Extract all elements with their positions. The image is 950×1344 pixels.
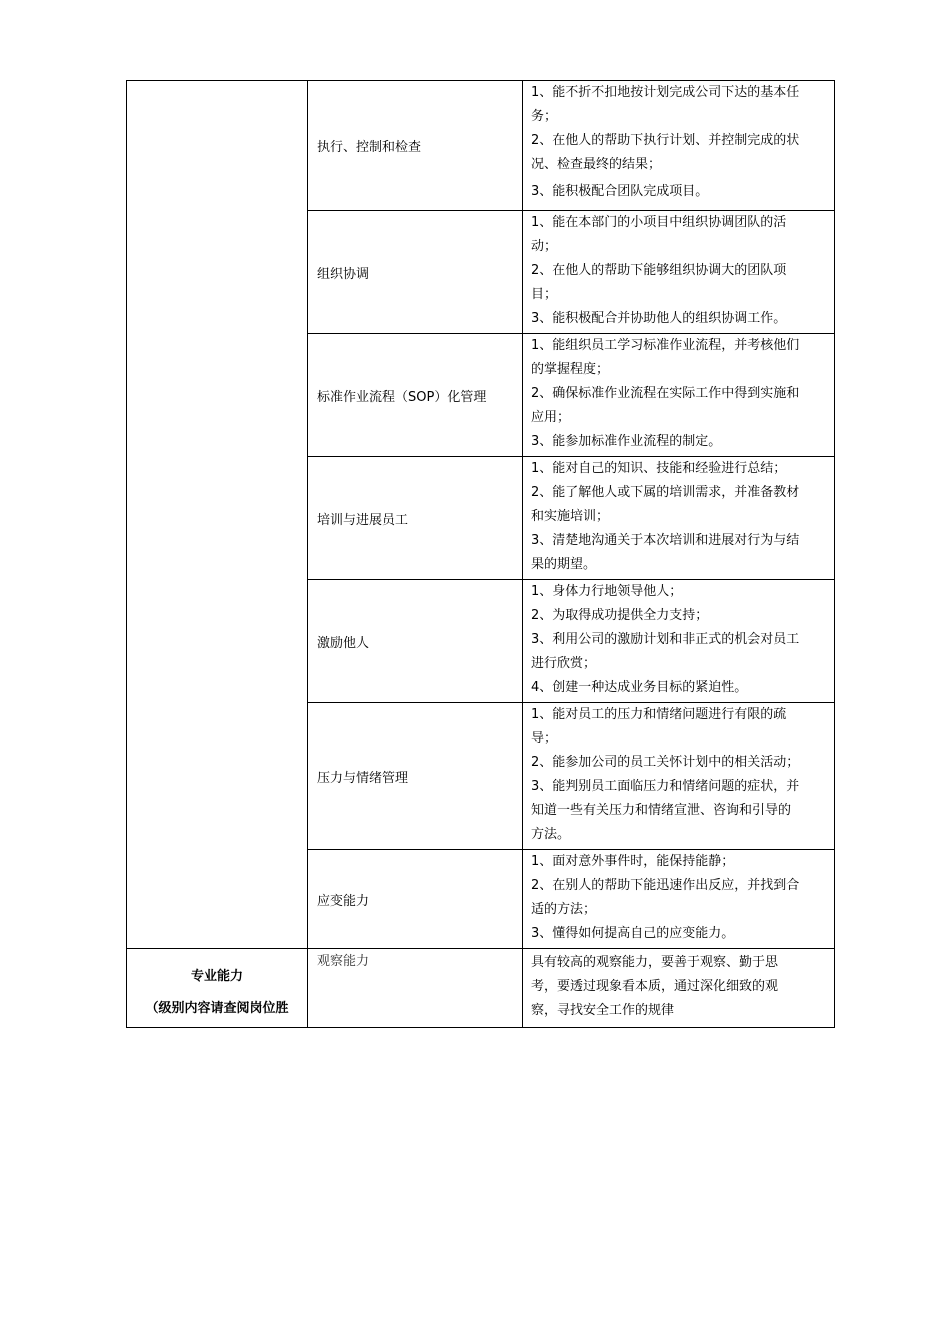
description-line: 方法。 bbox=[531, 827, 571, 842]
description-line: 察，寻找安全工作的规律 bbox=[531, 1003, 675, 1018]
skill-name: 标准作业流程（SOP）化管理 bbox=[308, 334, 523, 457]
skill-description bbox=[523, 703, 835, 850]
description-line: 的掌握程度； bbox=[531, 362, 610, 377]
description-line: 务； bbox=[531, 109, 558, 124]
skill-description bbox=[523, 81, 835, 211]
skill-description bbox=[523, 949, 835, 1028]
skill-name: 培训与进展员工 bbox=[308, 457, 523, 580]
description-line: 进行欣赏； bbox=[531, 656, 597, 671]
skill-description bbox=[523, 211, 835, 334]
description-line: 1、能组织员工学习标准作业流程，并考核他们 bbox=[531, 338, 800, 353]
skill-name: 执行、控制和检查 bbox=[308, 81, 523, 211]
description-line: 3、利用公司的激励计划和非正式的机会对员工 bbox=[531, 632, 800, 647]
skill-name: 应变能力 bbox=[308, 850, 523, 949]
description-line: 1、能对员工的压力和情绪问题进行有限的疏 bbox=[531, 707, 787, 722]
description-line: 2、在他人的帮助下能够组织协调大的团队项 bbox=[531, 263, 787, 278]
description-line: 2、为取得成功提供全力支持； bbox=[531, 608, 709, 623]
description-line: 导； bbox=[531, 731, 558, 746]
description-line: 和实施培训； bbox=[531, 509, 610, 524]
description-line: 3、清楚地沟通关于本次培训和进展对行为与结 bbox=[531, 533, 800, 548]
description-line: 果的期望。 bbox=[531, 557, 597, 572]
description-line: 4、创建一种达成业务目标的紧迫性。 bbox=[531, 680, 748, 695]
skill-description bbox=[523, 457, 835, 580]
description-line: 况、检查最终的结果； bbox=[531, 157, 662, 172]
description-line: 1、面对意外事件时，能保持能静； bbox=[531, 854, 735, 869]
description-line: 2、确保标准作业流程在实际工作中得到实施和 bbox=[531, 386, 800, 401]
description-line: 2、能参加公司的员工关怀计划中的相关活动； bbox=[531, 755, 800, 770]
description-line: 具有较高的观察能力，要善于观察、勤于思 bbox=[531, 955, 779, 970]
skill-name: 压力与情绪管理 bbox=[308, 703, 523, 850]
description-line: 1、身体力行地领导他人； bbox=[531, 584, 683, 599]
description-line: 1、能不折不扣地按计划完成公司下达的基本任 bbox=[531, 85, 800, 100]
category-label-note: （级别内容请查阅岗位胜 bbox=[145, 1001, 289, 1016]
description-line: 2、能了解他人或下属的培训需求，并准备教材 bbox=[531, 485, 800, 500]
skill-name: 组织协调 bbox=[308, 211, 523, 334]
description-line: 2、在他人的帮助下执行计划、并控制完成的状 bbox=[531, 133, 800, 148]
skill-description bbox=[523, 334, 835, 457]
description-line: 应用； bbox=[531, 410, 571, 425]
skill-description bbox=[523, 850, 835, 949]
description-line: 3、能积极配合并协助他人的组织协调工作。 bbox=[531, 311, 787, 326]
category-label: 专业能力 bbox=[190, 969, 243, 984]
description-line: 2、在别人的帮助下能迅速作出反应，并找到合 bbox=[531, 878, 800, 893]
skill-name-cell bbox=[308, 949, 523, 1028]
skill-description bbox=[523, 580, 835, 703]
description-line: 适的方法； bbox=[531, 902, 597, 917]
description-line: 3、懂得如何提高自己的应变能力。 bbox=[531, 926, 735, 941]
competency-table bbox=[126, 80, 835, 1028]
table-row-professional bbox=[127, 949, 835, 1028]
description-line: 3、能积极配合团队完成项目。 bbox=[531, 184, 709, 199]
description-line: 3、能判别员工面临压力和情绪问题的症状，并 bbox=[531, 779, 800, 794]
description-line: 1、能在本部门的小项目中组织协调团队的活 bbox=[531, 215, 787, 230]
description-line: 目； bbox=[531, 287, 558, 302]
table-row bbox=[127, 81, 835, 211]
description-line: 考，要透过现象看本质，通过深化细致的观 bbox=[531, 979, 779, 994]
skill-name: 观察能力 bbox=[317, 954, 370, 969]
category-cell bbox=[127, 81, 308, 949]
category-cell-professional bbox=[127, 949, 308, 1028]
description-line: 动； bbox=[531, 239, 558, 254]
competency-table-body bbox=[127, 81, 835, 1028]
skill-name: 激励他人 bbox=[308, 580, 523, 703]
description-line: 3、能参加标准作业流程的制定。 bbox=[531, 434, 722, 449]
description-line: 知道一些有关压力和情绪宣泄、咨询和引导的 bbox=[531, 803, 792, 818]
description-line: 1、能对自己的知识、技能和经验进行总结； bbox=[531, 461, 787, 476]
